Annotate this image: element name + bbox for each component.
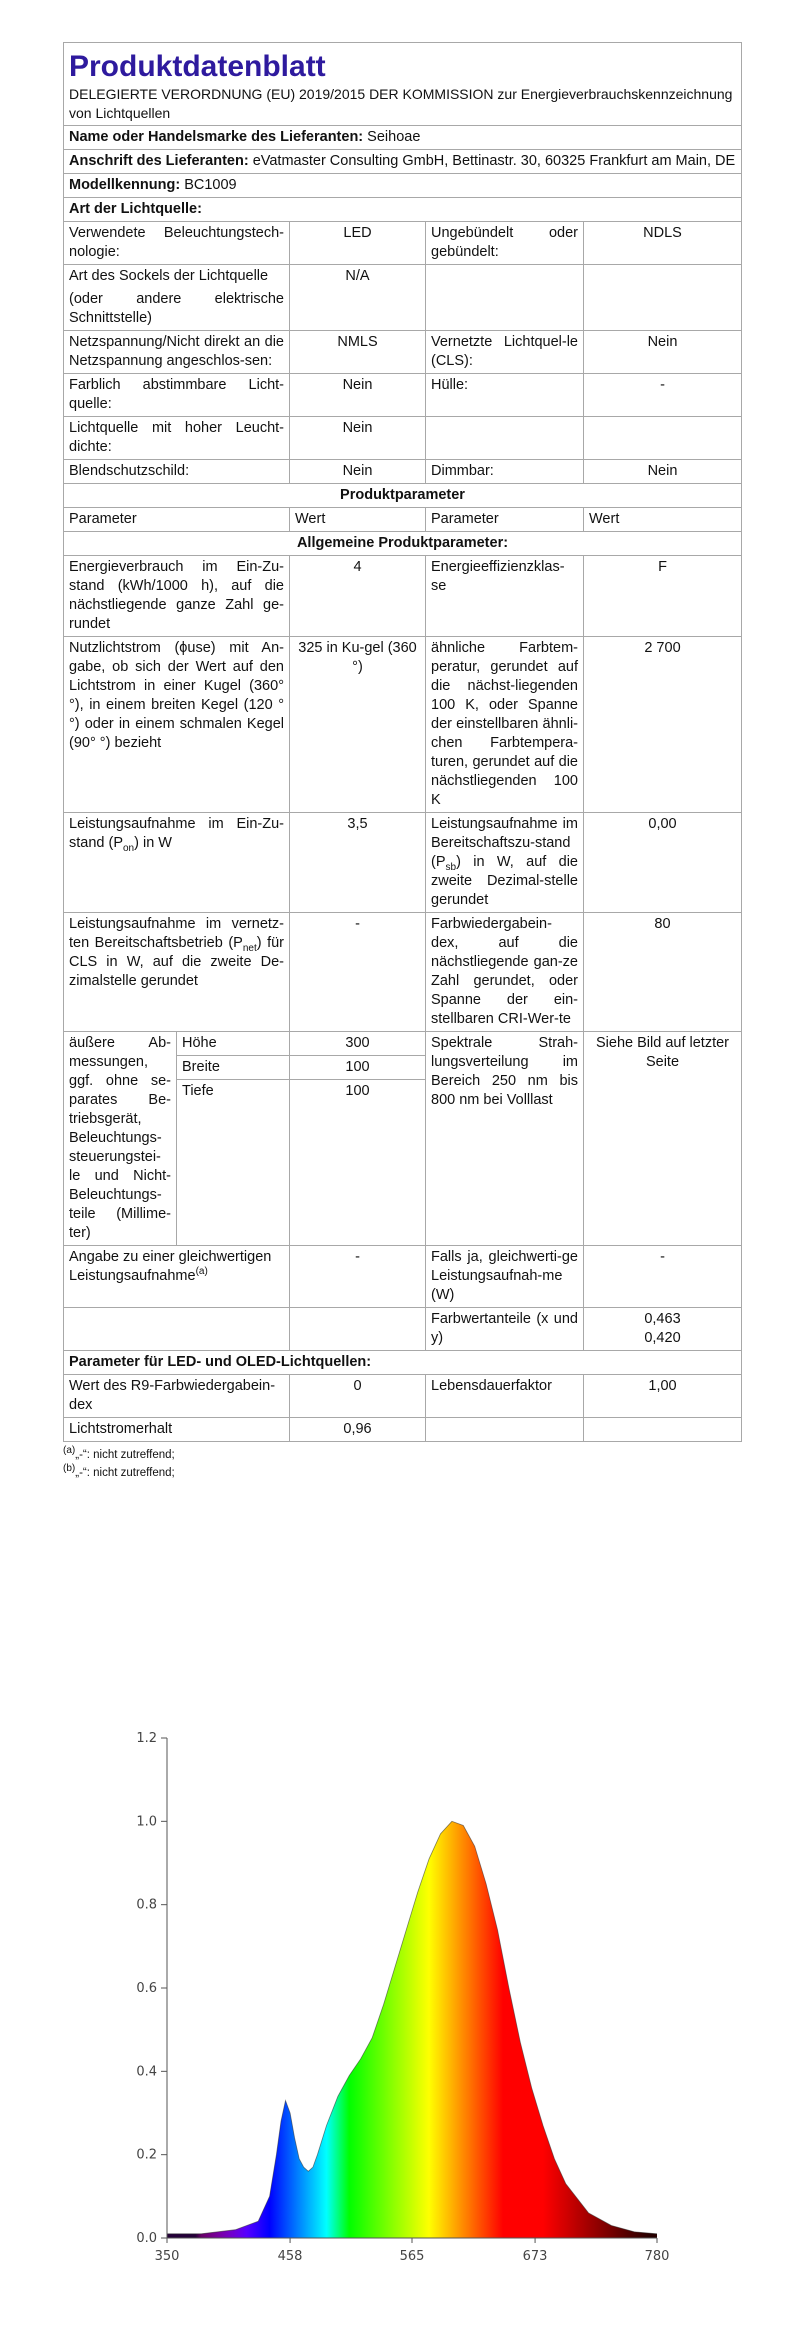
ls-value-2: Nein <box>584 460 742 484</box>
flux-label: Nutzlichtstrom (ϕuse) mit An-gabe, ob sich der Wert auf den Lichtstrom in einer Kugel (360° °), in einem breiten Kegel (120 °°) oder in einem schmalen Kegel (90° °) bezieht <box>64 637 290 813</box>
ls-label: Farblich abstimmbare Licht-quelle: <box>64 374 290 417</box>
led-params-heading-row <box>64 1351 742 1375</box>
param-row-power-net <box>64 913 742 1032</box>
dimension-width-label: Breite <box>177 1056 289 1080</box>
ls-label-2: Dimmbar: <box>426 460 584 484</box>
equivalent-value: - <box>290 1246 426 1308</box>
power-on-label-end: ) in W <box>134 835 172 851</box>
dimension-depth-label: Tiefe <box>182 1083 214 1099</box>
y-tick-label: 1.0 <box>136 1814 157 1830</box>
ls-label: Lichtquelle mit hoher Leucht-dichte: <box>64 417 290 460</box>
product-data-sheet <box>63 42 741 1482</box>
regulation-text: DELEGIERTE VERORDNUNG (EU) 2019/2015 DER KOMMISSION zur Energieverbrauchskennzeichnung von Lichtquellen <box>69 86 733 121</box>
color-temp-value: 2 700 <box>584 637 742 813</box>
ls-label-2 <box>426 417 584 460</box>
param-row-energy <box>64 556 742 637</box>
efficiency-class-label: Energieeffizienzklas-se <box>426 556 584 637</box>
flux-value: 325 in Ku-gel (360 °) <box>290 637 426 813</box>
dimension-depth-value: 100 <box>345 1083 370 1099</box>
equivalent-power-label: Falls ja, gleichwerti-ge Leistungsaufnah-me (W) <box>426 1246 584 1308</box>
ls-label: Art des Sockels der Lichtquelle <box>69 268 269 284</box>
supplier-address-value: eVatmaster Consulting GmbH, Bettinastr. 30, 60325 Frankfurt am Main, DE <box>252 153 736 169</box>
param-row-maintenance <box>64 1418 742 1442</box>
color-temp-label: ähnliche Farbtem-peratur, gerundet auf die nächst-liegenden 100 K, oder Spanne der einstellbaren ähnli-chen Farbtempera-turen, gerundet auf die nächstliegenden 100 K <box>426 637 584 813</box>
standby-sub: sb <box>445 861 457 873</box>
product-params-heading-row <box>64 484 742 508</box>
light-source-row <box>64 374 742 417</box>
ls-value-2: - <box>584 374 742 417</box>
light-source-row <box>64 460 742 484</box>
supplier-name-label: Name oder Handelsmarke des Lieferanten: <box>69 129 364 145</box>
dimension-height-label: Höhe <box>177 1032 289 1056</box>
y-tick-label: 0.2 <box>136 2147 157 2163</box>
column-header-value: Wert <box>290 508 426 532</box>
power-on-label: Leistungsaufnahme im Ein-Zu-stand (P <box>69 816 284 851</box>
dimension-width-value: 100 <box>290 1056 425 1080</box>
model-value: BC1009 <box>184 177 237 193</box>
product-params-heading: Produktparameter <box>64 484 742 508</box>
param-row-flux <box>64 637 742 813</box>
ls-label-2 <box>426 265 584 331</box>
supplier-address-row <box>64 150 742 174</box>
chromaticity-label: Farbwertanteile (x und y) <box>426 1308 584 1351</box>
efficiency-class-value: F <box>584 556 742 637</box>
chromaticity-y: 0,420 <box>644 1330 681 1346</box>
title-row <box>64 43 742 126</box>
ls-label-extra: (oder andere elektrische Schnittstelle) <box>69 291 284 326</box>
footnotes <box>63 1446 741 1482</box>
param-row-equivalent <box>64 1246 742 1308</box>
y-tick-label: 0.4 <box>136 2064 157 2080</box>
param-row-power-on <box>64 813 742 913</box>
general-params-heading: Allgemeine Produktparameter: <box>64 532 742 556</box>
param-row-dimensions <box>64 1032 742 1246</box>
standby-label: Leistungsaufnahme im Bereitschaftszu-stand (P <box>431 816 578 870</box>
column-header-value-2: Wert <box>584 508 742 532</box>
footnote-text: „-“: nicht zutreffend; <box>75 1467 175 1479</box>
maintenance-label: Lichtstromerhalt <box>64 1418 290 1442</box>
y-tick-label: 0.6 <box>136 1981 157 1996</box>
equivalent-power-value: - <box>584 1246 742 1308</box>
x-tick-label: 780 <box>644 2249 670 2264</box>
param-row-chromaticity <box>64 1308 742 1351</box>
y-tick-label: 1.2 <box>136 1731 157 1746</box>
cri-label: Farbwiedergabein-dex, auf die nächstliegende gan-ze Zahl gerundet, oder Spanne der ein-stellbaren CRI-Wer-te <box>426 913 584 1032</box>
energy-label: Energieverbrauch im Ein-Zu-stand (kWh/1000 h), auf die nächstliegende ganze Zahl ge-rundet <box>64 556 290 637</box>
ls-value: Nein <box>290 417 426 460</box>
x-tick-label: 350 <box>154 2249 180 2264</box>
x-tick-label: 458 <box>277 2249 303 2264</box>
ls-value-2: Nein <box>584 331 742 374</box>
lifetime-factor-label: Lebensdauerfaktor <box>426 1375 584 1418</box>
maintenance-value: 0,96 <box>290 1418 426 1442</box>
standby-value: 0,00 <box>584 813 742 913</box>
ls-label: Netzspannung/Nicht direkt an die Netzspannung angeschlos-sen: <box>64 331 290 374</box>
dimension-height-value: 300 <box>290 1032 425 1056</box>
spectral-distribution-chart <box>112 1718 692 2298</box>
light-source-row <box>64 265 742 331</box>
supplier-name-value: Seihoae <box>367 129 421 145</box>
supplier-name-row <box>64 126 742 150</box>
ls-value: N/A <box>290 265 426 331</box>
spectral-label: Spektrale Strah-lungsverteilung im Bereich 250 nm bis 800 nm bei Volllast <box>426 1032 584 1246</box>
x-tick-label: 565 <box>399 2249 425 2264</box>
ls-label-2: Ungebündelt oder gebündelt: <box>426 222 584 265</box>
light-source-heading-row <box>64 198 742 222</box>
power-net-sub: net <box>242 942 257 954</box>
r9-value: 0 <box>290 1375 426 1418</box>
spectral-value: Siehe Bild auf letzter Seite <box>584 1032 742 1246</box>
light-source-row <box>64 417 742 460</box>
equivalent-label: Angabe zu einer gleichwertigen Leistungsaufnahme <box>69 1249 272 1284</box>
light-source-heading: Art der Lichtquelle: <box>64 198 742 222</box>
light-source-row <box>64 331 742 374</box>
standby-label-end: ) in W, auf die zweite Dezimal-stelle gerundet <box>431 854 578 908</box>
ls-value: LED <box>290 222 426 265</box>
lifetime-factor-value: 1,00 <box>584 1375 742 1418</box>
column-header-parameter-2: Parameter <box>426 508 584 532</box>
power-net-label-end: ) für CLS in W, auf die zweite De-zimalstelle gerundet <box>69 935 284 989</box>
footnote <box>63 1446 741 1464</box>
chromaticity-x: 0,463 <box>644 1311 681 1327</box>
light-source-row <box>64 222 742 265</box>
power-net-value: - <box>290 913 426 1032</box>
general-params-heading-row <box>64 532 742 556</box>
dimensions-label: äußere Ab-messungen, ggf. ohne se-parates Be-triebsgerät, Beleuchtungs-steuerungstei-le und Nicht-Beleuchtungs-teile (Millime-ter) <box>64 1032 177 1246</box>
supplier-address-label: Anschrift des Lieferanten: <box>69 153 249 169</box>
power-on-sub: on <box>123 842 135 854</box>
ls-value-2: NDLS <box>584 222 742 265</box>
equivalent-footnote-mark: (a) <box>195 1266 208 1278</box>
page-title: Produktdatenblatt <box>69 50 326 83</box>
footnote-mark: (a) <box>63 1445 76 1457</box>
ls-value: Nein <box>290 374 426 417</box>
cri-value: 80 <box>584 913 742 1032</box>
footnote-text: „-“: nicht zutreffend; <box>75 1449 175 1461</box>
ls-label-2: Hülle: <box>426 374 584 417</box>
ls-value-2 <box>584 417 742 460</box>
model-row <box>64 174 742 198</box>
ls-label: Verwendete Beleuchtungstech-nologie: <box>64 222 290 265</box>
ls-label-2: Vernetzte Lichtquel-le (CLS): <box>426 331 584 374</box>
y-tick-label: 0.0 <box>136 2231 157 2246</box>
spectrum-area <box>167 1821 657 2238</box>
r9-label: Wert des R9-Farbwiedergabein-dex <box>64 1375 290 1418</box>
power-net-label: Leistungsaufnahme im vernetz-ten Bereitschaftsbetrieb (P <box>69 916 284 951</box>
ls-label: Blendschutzschild: <box>64 460 290 484</box>
ls-value-2 <box>584 265 742 331</box>
power-on-value: 3,5 <box>290 813 426 913</box>
column-header-parameter: Parameter <box>64 508 290 532</box>
model-label: Modellkennung: <box>69 177 181 193</box>
y-tick-label: 0.8 <box>136 1897 157 1913</box>
led-params-heading: Parameter für LED- und OLED-Lichtquellen: <box>64 1351 742 1375</box>
ls-value: NMLS <box>290 331 426 374</box>
footnote-mark: (b) <box>63 1463 76 1475</box>
x-tick-label: 673 <box>522 2249 548 2264</box>
data-sheet-table <box>63 42 742 1442</box>
footnote <box>63 1464 741 1482</box>
energy-value: 4 <box>290 556 426 637</box>
param-row-r9 <box>64 1375 742 1418</box>
ls-value: Nein <box>290 460 426 484</box>
column-header-row <box>64 508 742 532</box>
